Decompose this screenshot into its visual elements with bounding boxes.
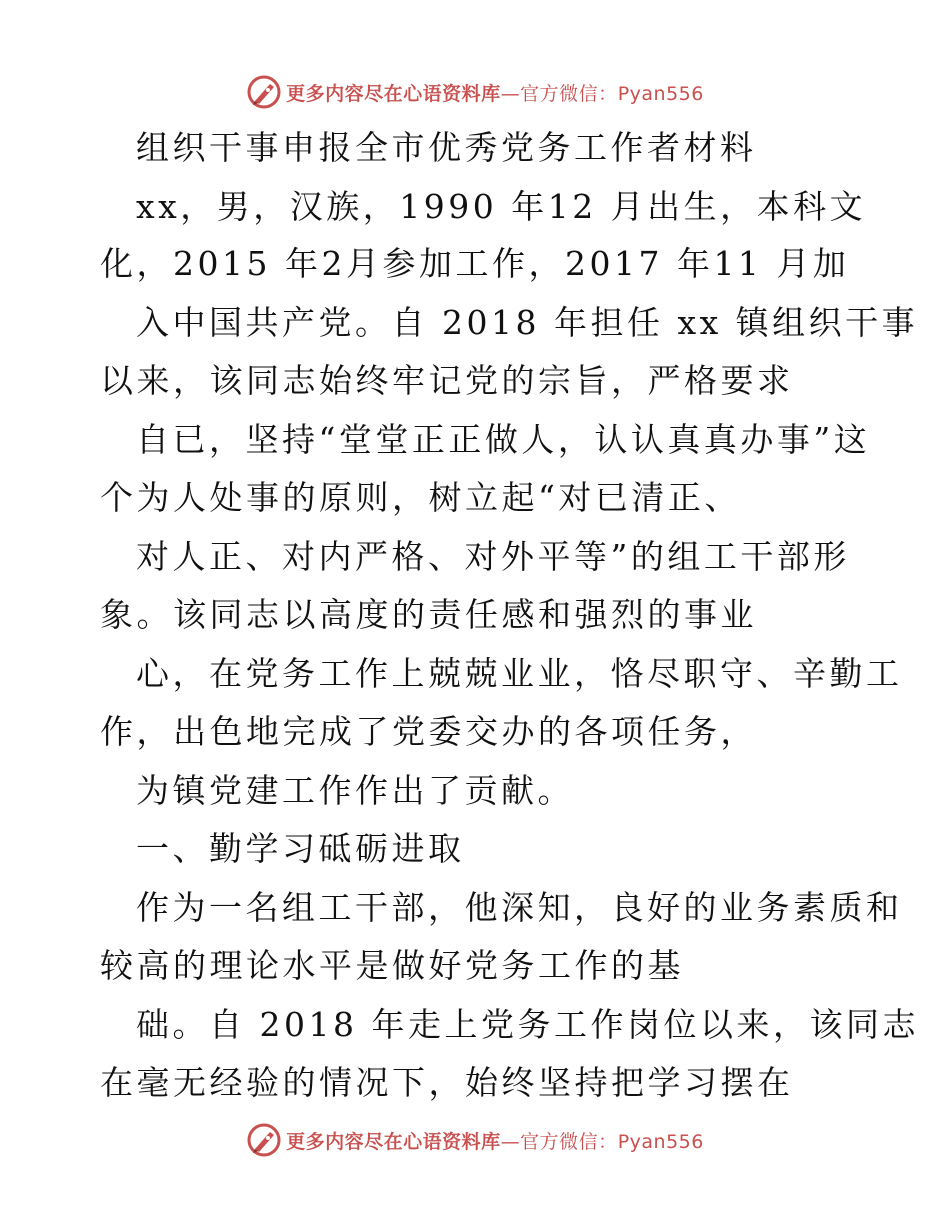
watermark-account: Pyan556 <box>617 82 704 105</box>
pen-logo-icon <box>246 74 282 110</box>
watermark-text <box>286 79 704 106</box>
paragraph-line: 自已，坚持“堂堂正正做人，认认真真办事”这 <box>136 420 871 459</box>
watermark-text <box>286 1127 704 1154</box>
watermark-channel: 官方微信： <box>520 1130 618 1153</box>
paragraph-line: 较高的理论水平是做好党务工作的基 <box>100 946 684 985</box>
watermark-separator: — <box>500 1130 521 1153</box>
pen-logo-icon <box>246 1122 282 1158</box>
paragraph-line: xx，男，汉族，1990 年12 月出生，本科文 <box>136 187 867 226</box>
paragraph-line: 入中国共产党。自 2018 年担任 xx 镇组织干事 <box>136 303 919 342</box>
watermark-title: 更多内容尽在心语资料库 <box>286 1130 501 1153</box>
paragraph-line: 作，出色地完成了党委交办的各项任务， <box>100 712 757 751</box>
paragraph-line: 为镇党建工作作出了贡献。 <box>136 771 574 810</box>
paragraph-line: 础。自 2018 年走上党务工作岗位以来，该同志 <box>136 1005 919 1044</box>
paragraph-line: 在毫无经验的情况下，始终坚持把学习摆在 <box>100 1063 794 1102</box>
watermark-separator: — <box>500 82 521 105</box>
paragraph-line: 作为一名组工干部，他深知，良好的业务素质和 <box>136 888 903 927</box>
paragraph-line: 象。该同志以高度的责任感和强烈的事业 <box>100 595 757 634</box>
paragraph-line: 对人正、对内严格、对外平等”的组工干部形 <box>136 537 850 576</box>
paragraph-line: 心，在党务工作上兢兢业业，恪尽职守、辛勤工 <box>136 654 903 693</box>
watermark-channel: 官方微信： <box>520 82 618 105</box>
paragraph-line: 以来，该同志始终牢记党的宗旨，严格要求 <box>100 361 794 400</box>
header-watermark-banner <box>0 72 950 112</box>
footer-watermark-banner <box>0 1120 950 1160</box>
section-heading: 一、勤学习砥砺进取 <box>136 829 465 868</box>
paragraph-line: 化，2015 年2月参加工作，2017 年11 月加 <box>100 244 850 283</box>
watermark-title: 更多内容尽在心语资料库 <box>286 82 501 105</box>
paragraph-line: 个为人处事的原则，树立起“对已清正、 <box>100 478 741 517</box>
document-title: 组织干事申报全市优秀党务工作者材料 <box>136 128 757 167</box>
watermark-account: Pyan556 <box>617 1130 704 1153</box>
